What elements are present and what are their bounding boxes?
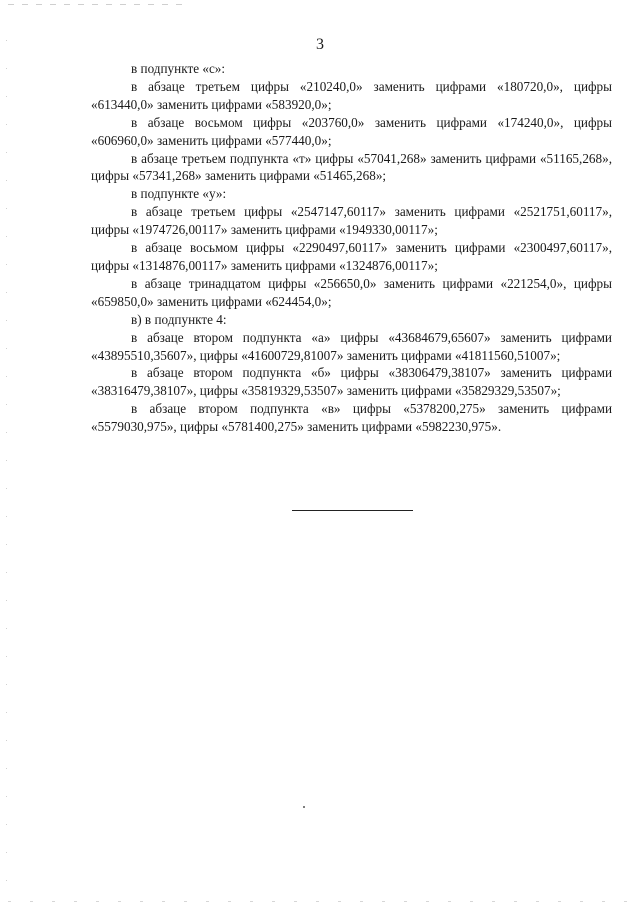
paragraph: в абзаце втором подпункта «в» цифры «5378200,275» заменить цифрами «5579030,975», цифры «5781400,275» заменить цифрами «5982230,975».	[91, 401, 612, 435]
paragraph: в подпункте «у»:	[131, 186, 227, 202]
scan-speck	[303, 806, 305, 808]
paragraph: в подпункте «с»:	[131, 61, 226, 76]
paragraph: в) в подпункте 4:	[131, 311, 227, 327]
paragraph: в абзаце тринадцатом цифры «256650,0» заменить цифрами «221254,0», цифры «659850,0» заменить цифрами «624454,0»;	[91, 275, 612, 309]
page-number: 3	[316, 36, 324, 53]
paragraph: в абзаце втором подпункта «б» цифры «38306479,38107» заменить цифрами «38316479,38107», цифры «35819329,53507» заменить цифрами «35829329,53507»;	[91, 365, 612, 399]
paragraph: в абзаце третьем цифры «210240,0» заменить цифрами «180720,0», цифры «613440,0» заменить цифрами «583920,0»;	[91, 78, 612, 112]
paragraph: в абзаце восьмом цифры «2290497,60117» заменить цифрами «2300497,60117», цифры «1314876,00117» заменить цифрами «1324876,00117»;	[91, 240, 612, 273]
paragraph: в абзаце третьем цифры «2547147,60117» заменить цифрами «2521751,60117», цифры «1974726,00117» заменить цифрами «1949330,00117»;	[91, 204, 612, 238]
paragraph: в абзаце восьмом цифры «203760,0» заменить цифрами «174240,0», цифры «606960,0» заменить цифрами «577440,0»;	[91, 114, 612, 148]
scan-edge-left	[6, 40, 7, 890]
scan-edge-bottom	[8, 901, 632, 902]
closing-rule	[292, 510, 413, 511]
document-body	[91, 60, 612, 436]
scan-edge-top	[8, 4, 188, 5]
paragraph: в абзаце третьем подпункта «т» цифры «57041,268» заменить цифрами «51165,268», цифры «57341,268» заменить цифрами «51465,268»;	[91, 150, 612, 184]
paragraph: в абзаце втором подпункта «а» цифры «43684679,65607» заменить цифрами «43895510,35607», цифры «41600729,81007» заменить цифрами «41811560,51007»;	[91, 329, 612, 363]
